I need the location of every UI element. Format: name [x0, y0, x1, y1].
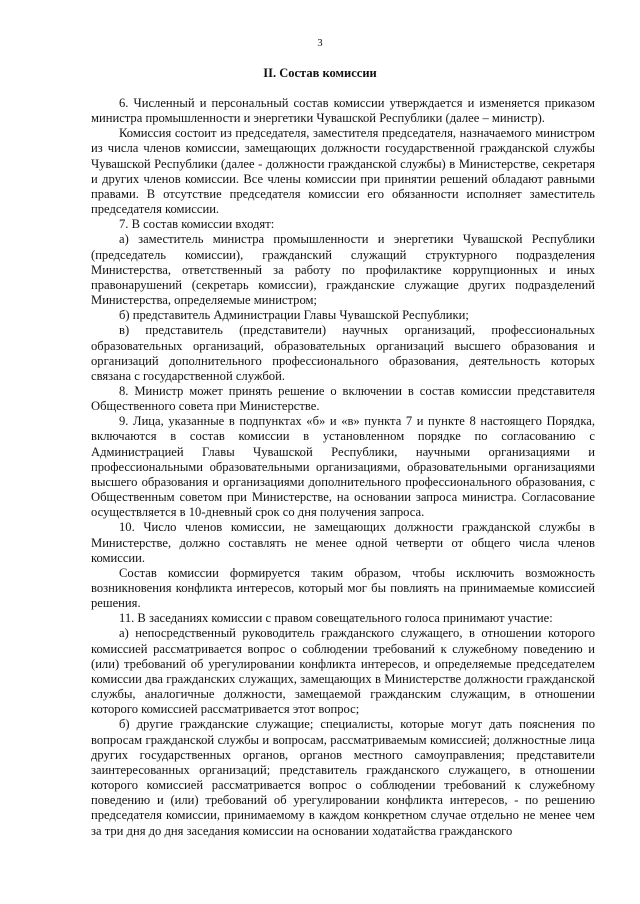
paragraph-item-8: 8. Министр может принять решение о включении в состав комиссии представителя Общественного совета при Министерстве.	[91, 383, 595, 414]
paragraph-item-10: 10. Число членов комиссии, не замещающих должности гражданской службы в Министерстве, должно составлять не менее одной четверти от общего числа членов комиссии.	[91, 520, 595, 565]
paragraph-item-11a: а) непосредственный руководитель гражданского служащего, в отношении которого комиссией рассматривается вопрос о соблюдении требований к служебному поведению и (или) требований об урегулировании конфликта интересов, и определяемые председателем комиссии два гражданских служащих, замещающих в Министерстве должности гражданской службы, аналогичные должности, замещаемой гражданским служащим, в отношении которого комиссией рассматривается этот вопрос;	[91, 626, 595, 717]
document-body	[91, 96, 595, 839]
paragraph-item-11: 11. В заседаниях комиссии с правом совещательного голоса принимают участие:	[119, 611, 553, 626]
section-title: II. Состав комиссии	[263, 66, 377, 80]
paragraph-item-6: 6. Численный и персональный состав комиссии утверждается и изменяется приказом министра промышленности и энергетики Чувашской Республики (далее – министр).	[91, 96, 595, 126]
paragraph-item-7b: б) представитель Администрации Главы Чувашской Республики;	[119, 308, 469, 323]
paragraph-item-7a: а) заместитель министра промышленности и энергетики Чувашской Республики (председатель комиссии), гражданский служащий структурного подразделения Министерства, ответственный за работу по профилактике коррупционных и иных правонарушений (секретарь комиссии), гражданские служащие других подразделений Министерства, определяемые министром;	[91, 232, 595, 308]
paragraph-commission-composition: Комиссия состоит из председателя, заместителя председателя, назначаемого министром из числа членов комиссии, замещающих должности государственной гражданской службы Чувашской Республики (далее - должности гражданской службы) в Министерстве, секретаря и других членов комиссии. Все члены комиссии при принятии решений обладают равными правами. В отсутствие председателя комиссии его обязанности исполняет заместитель председателя комиссии.	[91, 126, 595, 217]
paragraph-item-9: 9. Лица, указанные в подпунктах «б» и «в» пункта 7 и пункте 8 настоящего Порядка, включаются в состав комиссии в установленном порядке по согласованию с Администрацией Главы Чувашской Республики, научными организациями и профессиональными образовательными организациями, образовательными организациями высшего образования и организациями дополнительного профессионального образования, с Общественным советом при Министерстве, на основании запроса министра. Согласование осуществляется в 10-дневный срок со дня получения запроса.	[91, 414, 595, 520]
paragraph-item-7: 7. В состав комиссии входят:	[119, 217, 275, 232]
paragraph-item-11b: б) другие гражданские служащие; специалисты, которые могут дать пояснения по вопросам гражданской службы и вопросам, рассматриваемым комиссией; должностные лица других государственных органов, органов местного самоуправления; представители заинтересованных организаций; представитель гражданского служащего, в отношении которого комиссией рассматривается вопрос о соблюдении требований к служебному поведению и (или) требований об урегулировании конфликта интересов, - по решению председателя комиссии, принимаемому в каждом конкретном случае отдельно не менее чем за три дня до дня заседания комиссии на основании ходатайства гражданского	[91, 717, 595, 838]
paragraph-item-7v: в) представитель (представители) научных организаций, профессиональных образовательных организаций, образовательных организаций высшего образования и организаций дополнительного профессионального образования, деятельность которых связана с государственной службой.	[91, 323, 595, 383]
paragraph-conflict-of-interest: Состав комиссии формируется таким образом, чтобы исключить возможность возникновения конфликта интересов, который мог бы повлиять на принимаемые комиссией решения.	[91, 565, 595, 611]
page-number: 3	[317, 38, 323, 49]
